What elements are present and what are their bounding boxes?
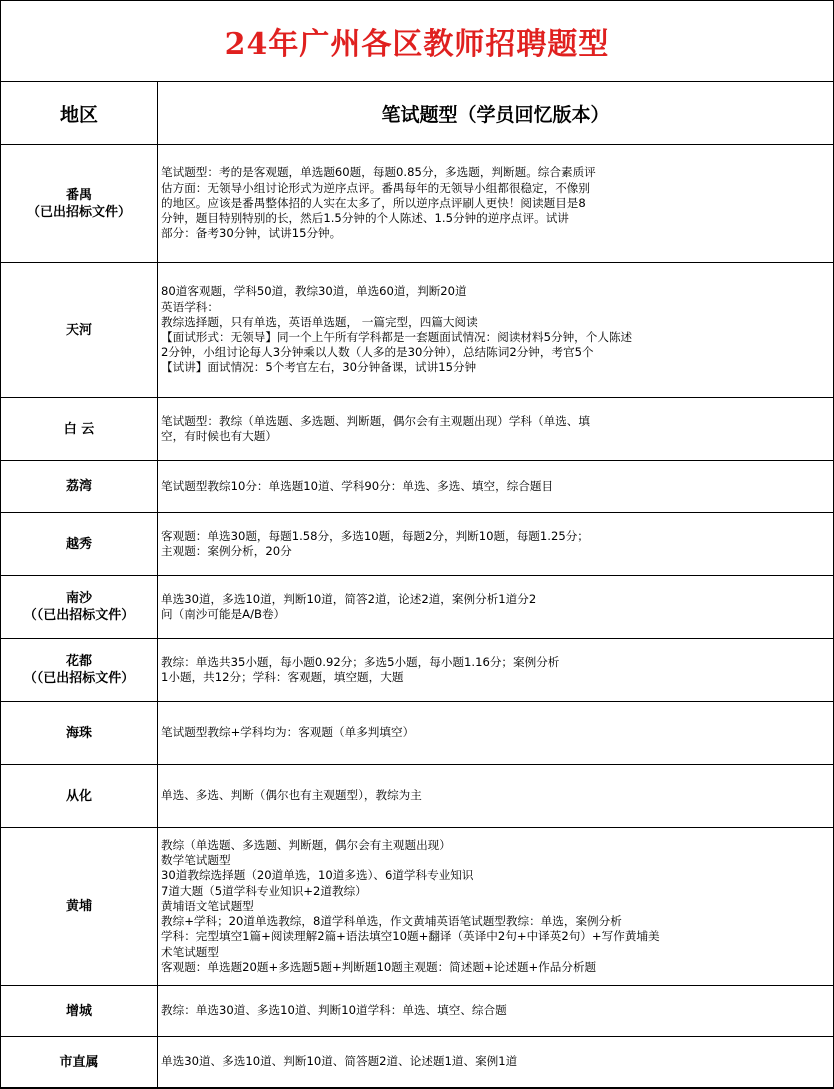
region-name: 荔湾 <box>65 479 92 494</box>
content-cell <box>158 639 834 702</box>
region-cell <box>1 828 158 986</box>
content-line: 数学笔试题型 <box>161 853 231 868</box>
content-line: 教综（单选题、多选题、判断题，偶尔会有主观题出现） <box>161 838 451 853</box>
table-row <box>1 576 833 639</box>
region-cell <box>1 639 158 702</box>
content-line: 英语学科： <box>161 299 219 314</box>
content-cell <box>158 398 834 461</box>
table-row <box>1 263 833 398</box>
table-row <box>1 702 833 765</box>
content-line: 单选30道，多选10道，判断10道，简答2道，论述2道，案例分析1道分2 <box>161 591 537 606</box>
content-cell <box>158 1037 834 1088</box>
content-line: 教综选择题，只有单选，英语单选题， 一篇完型，四篇大阅读 <box>161 314 478 329</box>
region-name: 海珠 <box>65 725 92 741</box>
region-cell <box>1 702 158 765</box>
exam-type-table <box>1 82 833 1088</box>
region-name: 天河 <box>65 322 92 338</box>
region-note: （已出招标文件） <box>26 204 131 220</box>
content-cell <box>158 576 834 639</box>
region-note: （（已出招标文件） <box>23 671 135 686</box>
content-line: 笔试题型：教综（单选题、多选题、判断题，偶尔会有主观题出现）学科（单选、填 <box>161 413 590 428</box>
content-cell <box>158 986 834 1037</box>
table-row <box>1 145 833 263</box>
content-line: 分钟，题目特别特别的长，然后1.5分钟的个人陈述、1.5分钟的逆序点评。试讲 <box>161 211 569 226</box>
content-cell <box>158 513 834 576</box>
content-line: 80道客观题，学科50道，教综30道，单选60道，判断20道 <box>161 284 467 299</box>
content-line: 客观题：单选30题，每题1.58分，多选10题，每题2分，判断10题，每题1.25分； <box>161 528 589 543</box>
content-line: 估方面：无领导小组讨论形式为逆序点评。番禺每年的无领导小组都很稳定，不像别 <box>161 180 590 195</box>
content-line: 笔试题型教综+学科均为：客观题（单多判填空） <box>161 725 415 740</box>
table-header-row <box>1 82 833 145</box>
content-line: 术笔试题型 <box>161 944 219 959</box>
content-cell <box>158 765 834 828</box>
region-name: 市直属 <box>59 1054 99 1070</box>
region-cell <box>1 398 158 461</box>
region-cell <box>1 263 158 398</box>
content-cell <box>158 702 834 765</box>
content-cell <box>158 263 834 398</box>
region-cell <box>1 986 158 1037</box>
header-content: 笔试题型（学员回忆版本） <box>158 82 834 145</box>
content-line: 笔试题型：考的是客观题，单选题60题，每题0.85分，多选题，判断题。综合素质评 <box>161 165 596 180</box>
region-cell <box>1 513 158 576</box>
region-name: 黄埔 <box>65 899 92 914</box>
content-line: 1小题，共12分；学科：客观题，填空题，大题 <box>161 670 404 684</box>
content-cell <box>158 828 834 986</box>
content-line: 教综：单选30道、多选10道、判断10道学科：单选、填空、综合题 <box>161 1003 507 1018</box>
content-line: 部分：备考30分钟，试讲15分钟。 <box>161 226 342 241</box>
content-line: 【试讲】面试情况：5个考官左右，30分钟备课，试讲15分钟 <box>161 360 477 375</box>
table-row <box>1 639 833 702</box>
region-note: （（已出招标文件） <box>23 608 135 623</box>
region-cell <box>1 576 158 639</box>
content-line: 黄埔语文笔试题型 <box>161 898 254 913</box>
table-row <box>1 1037 833 1088</box>
region-name: 南沙 <box>65 591 92 606</box>
content-line: 问（南沙可能是A/B卷） <box>161 607 286 621</box>
region-cell <box>1 145 158 263</box>
table-row <box>1 398 833 461</box>
content-line: 笔试题型教综10分：单选题10道、学科90分：单选、多选、填空，综合题目 <box>161 478 554 493</box>
content-line: 的地区。应该是番禺整体招的人实在太多了，所以逆序点评刷人更快！阅读题目是8 <box>161 195 586 210</box>
content-line: 主观题：案例分析，20分 <box>161 544 292 558</box>
region-name: 越秀 <box>65 536 92 552</box>
table-row <box>1 513 833 576</box>
content-line: 空，有时候也有大题） <box>161 429 277 443</box>
content-cell <box>158 145 834 263</box>
content-line: 【面试形式：无领导】同一个上午所有学科都是一套题面试情况：阅读材料5分钟，个人陈述 <box>161 330 633 344</box>
region-name: 花都 <box>65 654 92 669</box>
content-cell <box>158 461 834 513</box>
table-row <box>1 765 833 828</box>
content-line: 教综：单选共35小题，每小题0.92分；多选5小题，每小题1.16分；案例分析 <box>161 654 560 669</box>
table-row <box>1 986 833 1037</box>
table-row <box>1 461 833 513</box>
page-title: 24年广州各区教师招聘题型 <box>1 1 833 82</box>
region-cell <box>1 1037 158 1088</box>
content-line: 单选、多选、判断（偶尔也有主观题型），教综为主 <box>161 788 422 803</box>
content-line: 客观题：单选题20题+多选题5题+判断题10题主观题：简述题+论述题+作品分析题 <box>161 959 597 974</box>
region-name: 番禺 <box>65 187 92 203</box>
region-cell <box>1 461 158 513</box>
content-line: 30道教综选择题（20道单选，10道多选）、6道学科专业知识 <box>161 868 474 883</box>
region-cell <box>1 765 158 828</box>
table-row <box>1 828 833 986</box>
content-line: 7道大题（5道学科专业知识+2道教综） <box>161 883 367 898</box>
content-line: 学科：完型填空1篇+阅读理解2篇+语法填空10题+翻译（英译中2句+中译英2句）+写作黄埔美 <box>161 929 660 944</box>
region-name: 从化 <box>65 788 92 804</box>
region-name: 增城 <box>65 1003 92 1019</box>
content-line: 教综+学科；20道单选教综，8道学科单选，作文黄埔英语笔试题型教综：单选，案例分析 <box>161 914 622 929</box>
content-line: 单选30道、多选10道、判断10道、简答题2道、论述题1道、案例1道 <box>161 1054 518 1069</box>
header-region: 地区 <box>1 82 158 145</box>
region-name: 白 云 <box>63 421 95 437</box>
content-line: 2分钟，小组讨论每人3分钟乘以人数（人多的是30分钟），总结陈词2分钟，考官5个 <box>161 345 594 360</box>
